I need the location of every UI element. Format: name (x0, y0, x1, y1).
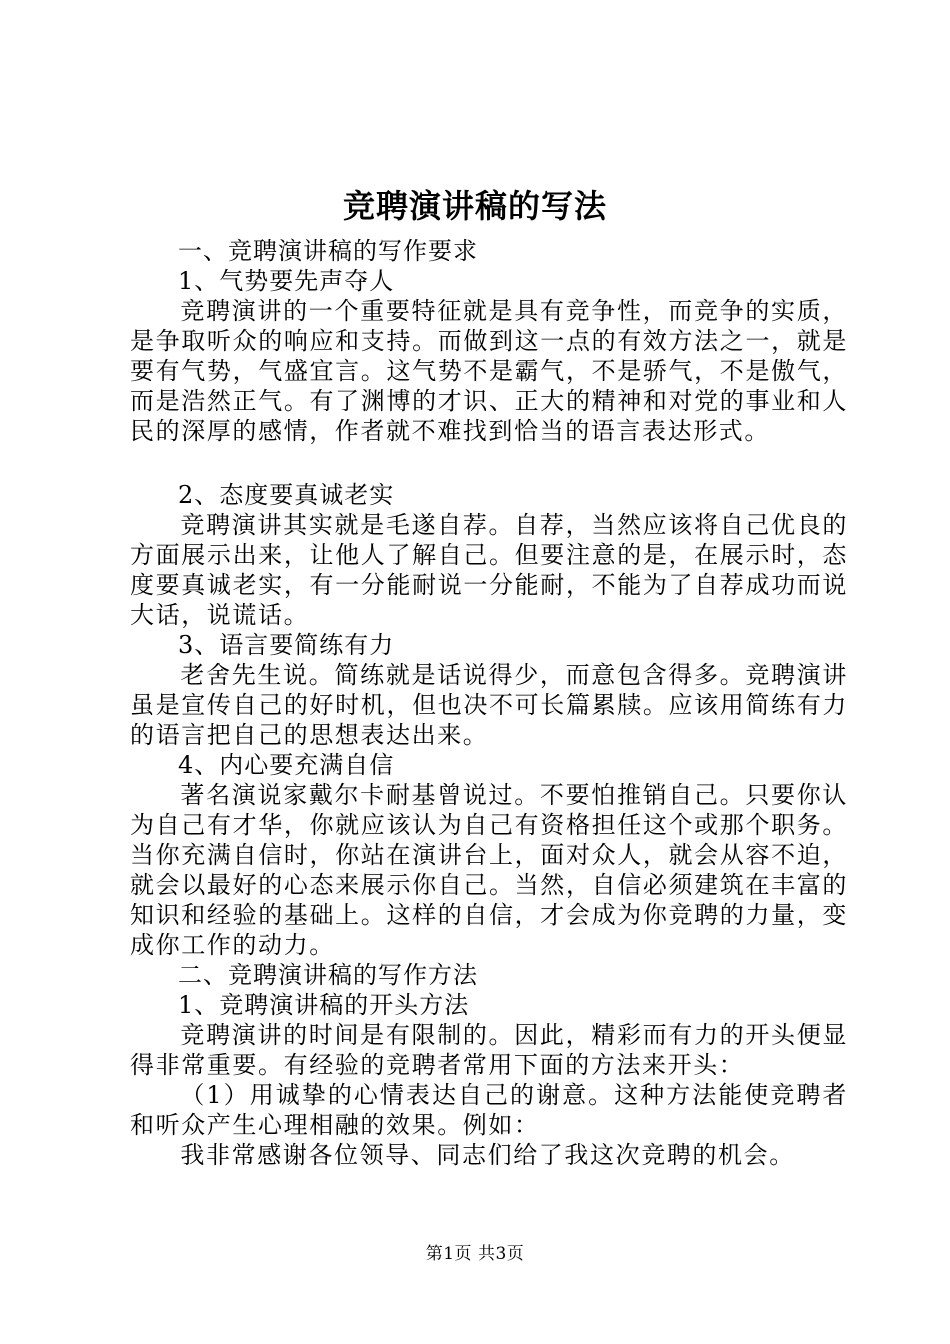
subheading-confidence: 4、内心要充满自信 (178, 751, 395, 779)
paragraph-momentum: 竞聘演讲的一个重要特征就是具有竞争性，而竞争的实质，是争取听众的响应和支持。而做到这一点的有效方法之一，就是要有气势，气盛宜言。这气势不是霸气，不是骄气，不是傲气，而是浩然正气。有了渊博的才识、正大的精神和对党的事业和人民的深厚的感情，作者就不难找到恰当的语言表达形式。 (130, 297, 848, 445)
subheading-language: 3、语言要简练有力 (178, 631, 395, 659)
paragraph-language: 老舍先生说。简练就是话说得少，而意包含得多。竞聘演讲虽是宣传自己的好时机，但也决不可长篇累牍。应该用简练有力的语言把自己的思想表达出来。 (130, 661, 848, 749)
section-heading-requirements: 一、竞聘演讲稿的写作要求 (178, 237, 478, 265)
document-body (130, 236, 848, 1170)
paragraph-opening-method: 竞聘演讲的时间是有限制的。因此，精彩而有力的开头便显得非常重要。有经验的竞聘者常用下面的方法来开头： (130, 1021, 848, 1079)
subheading-momentum: 1、气势要先声夺人 (178, 267, 395, 295)
subheading-opening-method: 1、竞聘演讲稿的开头方法 (178, 991, 470, 1019)
paragraph-spacer (130, 446, 848, 480)
paragraph-confidence: 著名演说家戴尔卡耐基曾说过。不要怕推销自己。只要你认为自己有才华，你就应该认为自己有资格担任这个或那个职务。当你充满自信时，你站在演讲台上，面对众人，就会从容不迫，就会以最好的心态来展示你自己。当然，自信必须建筑在丰富的知识和经验的基础上。这样的自信，才会成为你竞聘的力量，变成你工作的动力。 (130, 781, 848, 959)
page-footer: 第1页 共3页 (425, 1244, 525, 1264)
paragraph-example: 我非常感谢各位领导、同志们给了我这次竞聘的机会。 (180, 1141, 795, 1169)
paragraph-attitude: 竞聘演讲其实就是毛遂自荐。自荐，当然应该将自己优良的方面展示出来，让他人了解自己。但要注意的是，在展示时，态度要真诚老实，有一分能耐说一分能耐，不能为了自荐成功而说大话，说谎话。 (130, 511, 848, 629)
section-heading-methods: 二、竞聘演讲稿的写作方法 (178, 961, 478, 989)
paragraph-opening-method-1: （1）用诚挚的心情表达自己的谢意。这种方法能使竞聘者和听众产生心理相融的效果。例如： (130, 1081, 848, 1139)
subheading-attitude: 2、态度要真诚老实 (178, 481, 395, 509)
document-title: 竞聘演讲稿的写法 (342, 187, 607, 225)
